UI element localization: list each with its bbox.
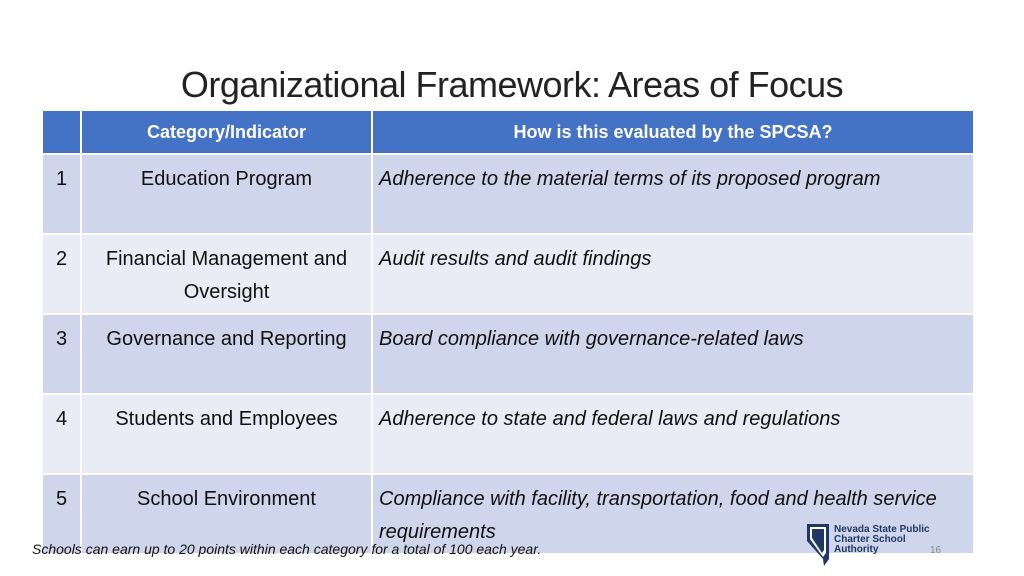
row-evaluation: Audit results and audit findings xyxy=(372,234,973,314)
row-evaluation: Adherence to state and federal laws and regulations xyxy=(372,394,973,474)
page-number: 16 xyxy=(930,545,942,556)
row-number: 5 xyxy=(43,474,81,553)
row-number: 2 xyxy=(43,234,81,314)
row-category: Governance and Reporting xyxy=(81,314,372,394)
framework-table xyxy=(43,111,973,553)
slide-title: Organizational Framework: Areas of Focus xyxy=(180,64,844,105)
row-number: 1 xyxy=(43,154,81,234)
row-evaluation: Board compliance with governance-related laws xyxy=(372,314,973,394)
table-row xyxy=(43,154,973,234)
header-number xyxy=(43,111,81,154)
row-category: Students and Employees xyxy=(81,394,372,474)
nevada-state-shape-icon xyxy=(806,523,830,567)
row-number: 4 xyxy=(43,394,81,474)
table-row xyxy=(43,234,973,314)
row-category: Education Program xyxy=(81,154,372,234)
row-evaluation: Compliance with facility, transportation, food and health service requirements xyxy=(372,474,973,553)
row-category: Financial Management and Oversight xyxy=(81,234,372,314)
table-row xyxy=(43,394,973,474)
header-category: Category/Indicator xyxy=(81,111,372,154)
logo-line-2: Charter School xyxy=(834,534,906,545)
row-category: School Environment xyxy=(81,474,372,553)
logo-line-3: Authority xyxy=(834,544,879,555)
table-row xyxy=(43,314,973,394)
footnote: Schools can earn up to 20 points within each category for a total of 100 each year. xyxy=(32,541,542,557)
logo-line-1: Nevada State Public xyxy=(834,524,930,535)
table-header-row xyxy=(43,111,973,154)
header-evaluation: How is this evaluated by the SPCSA? xyxy=(372,111,973,154)
row-number: 3 xyxy=(43,314,81,394)
row-evaluation: Adherence to the material terms of its proposed program xyxy=(372,154,973,234)
spcsa-logo xyxy=(806,523,930,567)
